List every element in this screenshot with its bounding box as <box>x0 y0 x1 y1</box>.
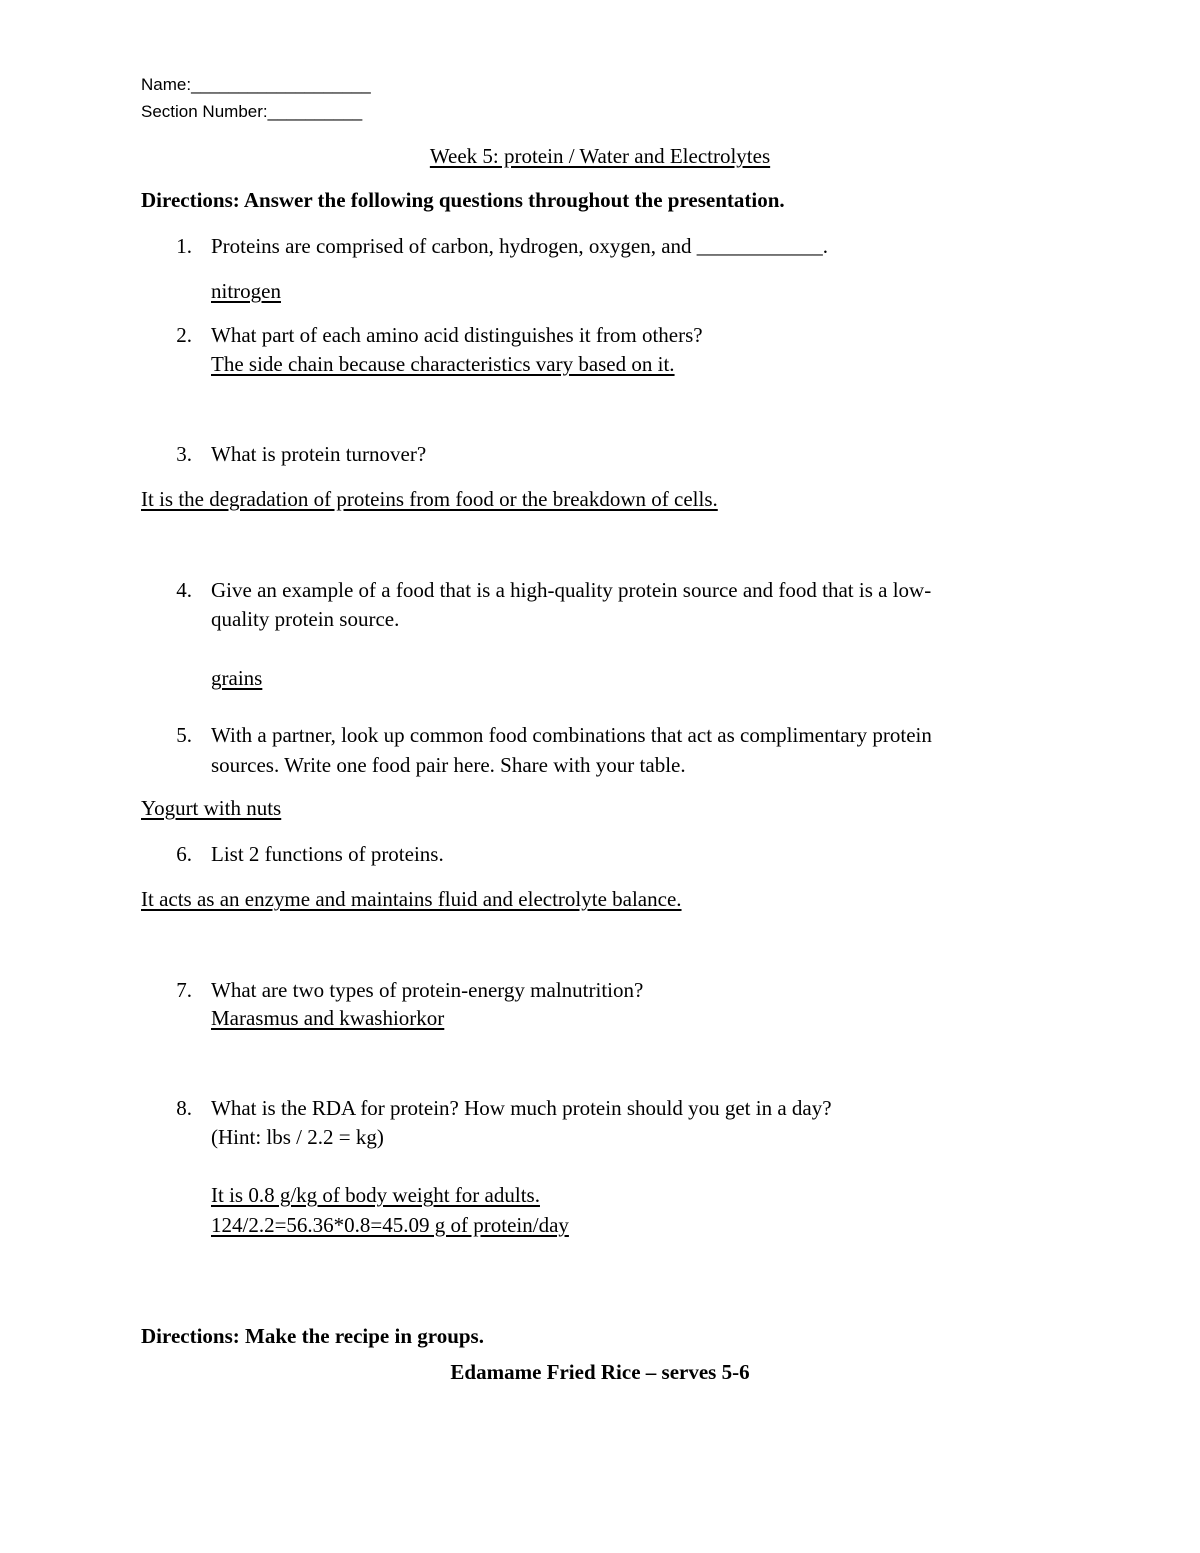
question-number: 1. <box>176 234 192 258</box>
name-field-label: Name:___________________ <box>141 75 371 94</box>
answer-text: It is the degradation of proteins from food or the breakdown of cells. <box>141 487 718 511</box>
section-number-field-label: Section Number:__________ <box>141 102 363 121</box>
answer-text: The side chain because characteristics vary based on it. <box>211 352 675 376</box>
question-text-line: Give an example of a food that is a high-quality protein source and food that is a low- <box>211 578 932 602</box>
answer-text: nitrogen <box>211 279 281 303</box>
recipe-title: Edamame Fried Rice – serves 5-6 <box>450 1360 750 1384</box>
answer-text: Yogurt with nuts <box>141 796 282 820</box>
directions-questions: Directions: Answer the following questions throughout the presentation. <box>141 188 785 212</box>
question-text: Proteins are comprised of carbon, hydrogen, oxygen, and ____________. <box>211 234 829 258</box>
answer-text: Marasmus and kwashiorkor <box>211 1006 445 1030</box>
question-number: 7. <box>176 978 192 1002</box>
worksheet-title-text: Week 5: protein / Water and Electrolytes <box>429 144 771 168</box>
question-number: 2. <box>176 323 192 347</box>
question-text: List 2 functions of proteins. <box>211 842 444 866</box>
question-number: 8. <box>176 1096 192 1120</box>
answer-text: 124/2.2=56.36*0.8=45.09 g of protein/day <box>211 1213 569 1237</box>
answer-text: It acts as an enzyme and maintains fluid and electrolyte balance. <box>141 887 682 911</box>
question-text: What part of each amino acid distinguishes it from others? <box>211 323 703 347</box>
question-text: What are two types of protein-energy malnutrition? <box>211 978 644 1002</box>
question-text-line: sources. Write one food pair here. Share with your table. <box>211 753 686 777</box>
question-number: 3. <box>176 442 192 466</box>
question-text-line: What is the RDA for protein? How much protein should you get in a day? <box>211 1096 832 1120</box>
question-number: 4. <box>176 578 192 602</box>
question-text: What is protein turnover? <box>211 442 427 466</box>
worksheet-title <box>0 144 1200 169</box>
question-text-line: With a partner, look up common food combinations that act as complimentary protein <box>211 723 932 747</box>
question-number: 6. <box>176 842 192 866</box>
question-hint: (Hint: lbs / 2.2 = kg) <box>211 1125 384 1149</box>
directions-recipe: Directions: Make the recipe in groups. <box>141 1324 484 1348</box>
question-text-line: quality protein source. <box>211 607 400 631</box>
question-number: 5. <box>176 723 192 747</box>
answer-text: It is 0.8 g/kg of body weight for adults. <box>211 1183 540 1207</box>
answer-text: grains <box>211 666 263 690</box>
